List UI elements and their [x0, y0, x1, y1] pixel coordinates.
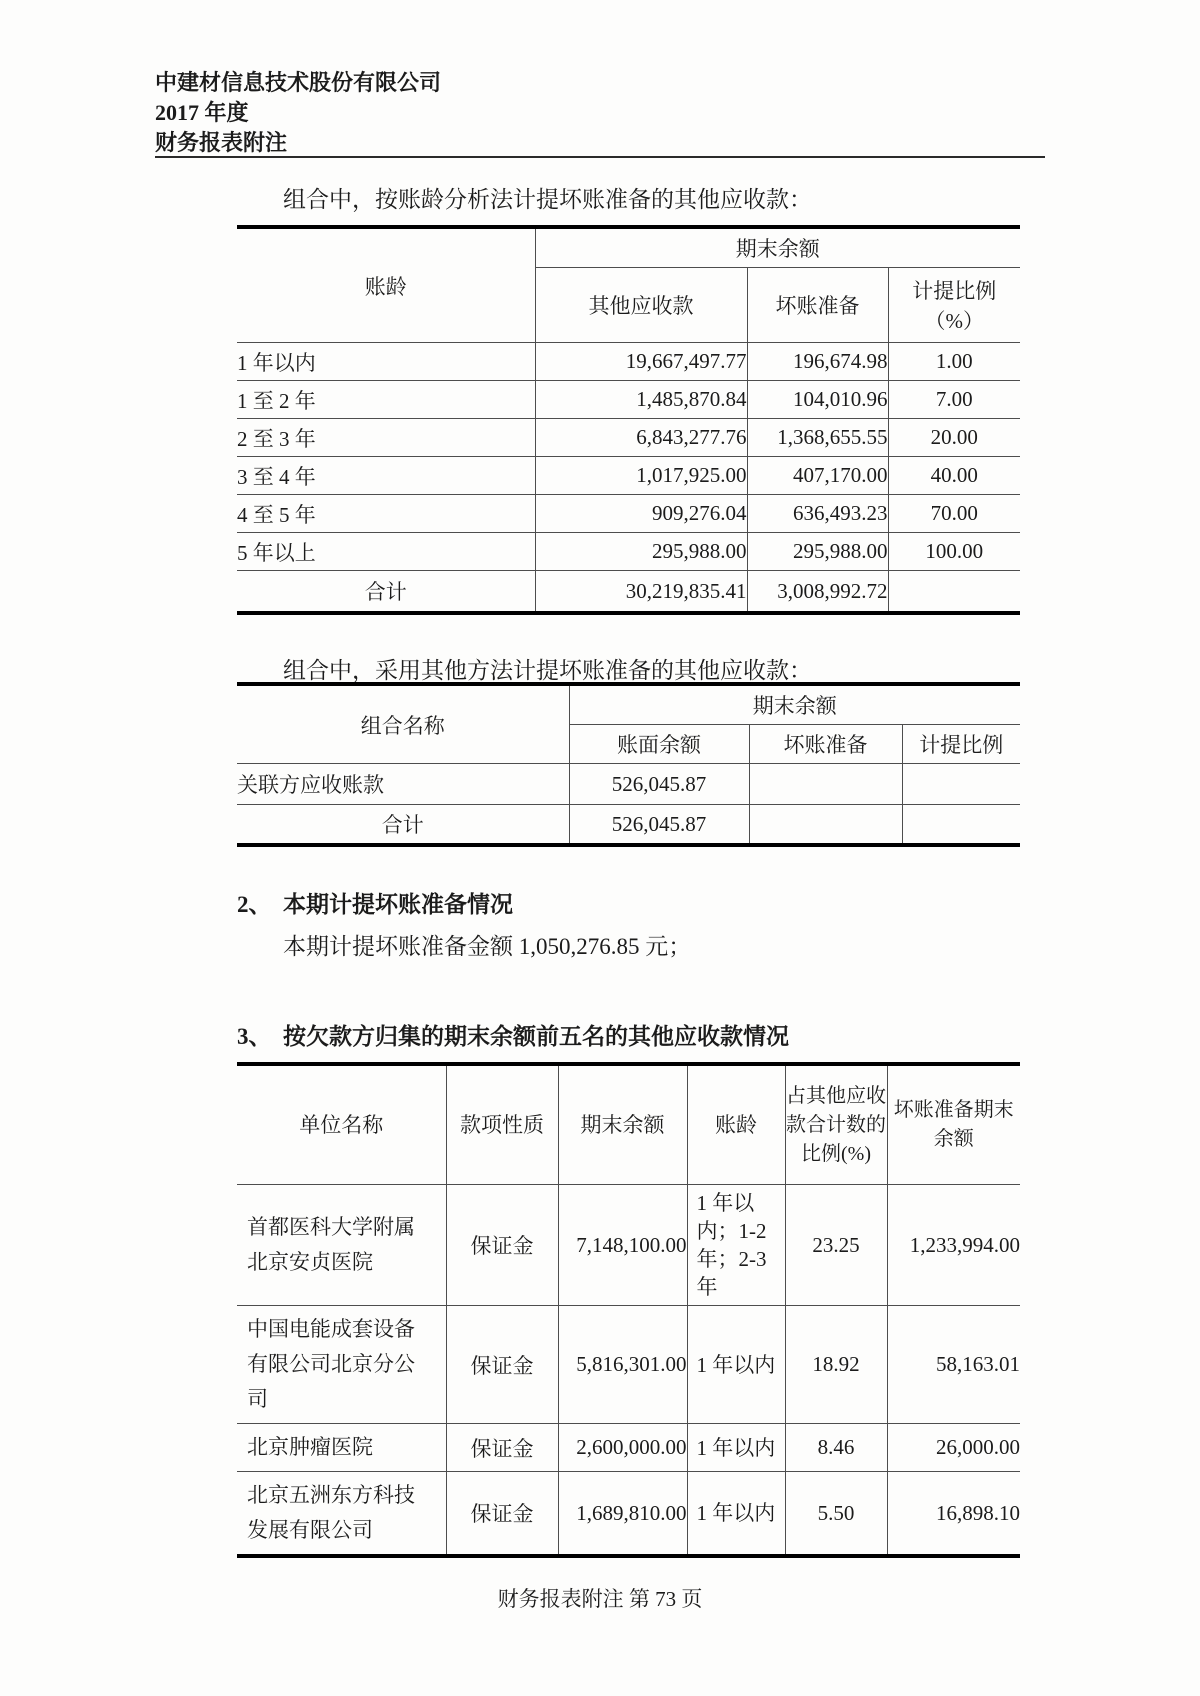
section3-title: 按欠款方归集的期末余额前五名的其他应收款情况 [283, 1024, 789, 1049]
ratio-cell: 70.00 [888, 495, 1020, 533]
amount-cell: 1,017,925.00 [535, 457, 747, 495]
amount-cell: 6,843,277.76 [535, 419, 747, 457]
portfolio-label: 关联方应收账款 [237, 764, 569, 805]
bad-debt-provision-header: 坏账准备 [747, 268, 888, 343]
aging-cell: 1 年以内；1-2 年；2-3 年 [687, 1185, 785, 1306]
aging-label: 3 至 4 年 [237, 457, 535, 495]
unit-name-cell: 北京肿瘤医院 [237, 1424, 446, 1472]
debtor-row-1 [237, 1185, 1020, 1306]
section2-body: 本期计提坏账准备金额 1,050,276.85 元； [283, 934, 692, 959]
doc-title: 财务报表附注 [155, 130, 288, 155]
table3-header-row [237, 1064, 1020, 1185]
total-label: 合计 [237, 805, 569, 846]
fiscal-year: 2017 年度 [155, 100, 249, 125]
payment-nature-cell: 保证金 [446, 1185, 558, 1306]
ratio-cell [902, 764, 1020, 805]
book-balance-cell: 526,045.87 [569, 764, 749, 805]
total-ratio [902, 805, 1020, 846]
aging-row-5 [237, 495, 1020, 533]
ratio-cell: 18.92 [785, 1306, 887, 1424]
book-balance-header: 账面余额 [569, 725, 749, 764]
provision-cell: 26,000.00 [887, 1424, 1020, 1472]
balance-cell: 1,689,810.00 [558, 1472, 687, 1557]
section3-heading [237, 1018, 789, 1051]
provision-balance-header: 坏账准备期末余额 [887, 1064, 1020, 1185]
debtor-row-2 [237, 1306, 1020, 1424]
section3-number: 3、 [237, 1024, 272, 1049]
ratio-cell: 7.00 [888, 381, 1020, 419]
balance-cell: 2,600,000.00 [558, 1424, 687, 1472]
portfolio-name-header: 组合名称 [237, 684, 569, 764]
provision-cell [749, 764, 902, 805]
total-amount: 526,045.87 [569, 805, 749, 846]
provision-cell: 1,233,994.00 [887, 1185, 1020, 1306]
aging-cell: 1 年以内 [687, 1306, 785, 1424]
ratio-cell: 100.00 [888, 533, 1020, 571]
other-method-table [237, 682, 1020, 847]
header-divider [155, 156, 1045, 158]
other-receivables-header: 其他应收款 [535, 268, 747, 343]
provision-cell: 636,493.23 [747, 495, 888, 533]
payment-nature-header: 款项性质 [446, 1064, 558, 1185]
aging-analysis-table [237, 225, 1020, 615]
top-five-debtors-table [237, 1062, 1020, 1558]
total-label: 合计 [237, 571, 535, 614]
amount-cell: 295,988.00 [535, 533, 747, 571]
company-name: 中建材信息技术股份有限公司 [155, 70, 442, 95]
aging-header: 账龄 [687, 1064, 785, 1185]
payment-nature-cell: 保证金 [446, 1424, 558, 1472]
ratio-cell: 5.50 [785, 1472, 887, 1557]
other-method-table-caption: 组合中，采用其他方法计提坏账准备的其他应收款： [283, 658, 812, 683]
unit-name-cell: 中国电能成套设备有限公司北京分公司 [237, 1306, 446, 1424]
unit-name-header: 单位名称 [237, 1064, 446, 1185]
total-amount: 30,219,835.41 [535, 571, 747, 614]
table2-span-header-row [237, 684, 1020, 725]
aging-row-6 [237, 533, 1020, 571]
total-ratio [888, 571, 1020, 614]
provision-ratio-header [888, 268, 1020, 343]
balance-cell: 5,816,301.00 [558, 1306, 687, 1424]
aging-row-4 [237, 457, 1020, 495]
period-end-balance-header: 期末余额 [569, 684, 1020, 725]
amount-cell: 19,667,497.77 [535, 343, 747, 381]
aging-row-1 [237, 343, 1020, 381]
ratio-cell: 40.00 [888, 457, 1020, 495]
provision-ratio-header-line2: （%） [924, 309, 985, 333]
unit-name-cell: 北京五洲东方科技发展有限公司 [237, 1472, 446, 1557]
period-end-balance-header: 期末余额 [535, 227, 1020, 268]
table2-total-row [237, 805, 1020, 846]
total-provision [749, 805, 902, 846]
provision-ratio-header: 计提比例 [902, 725, 1020, 764]
section2-title: 本期计提坏账准备情况 [283, 892, 513, 917]
debtor-row-3 [237, 1424, 1020, 1472]
ratio-of-total-header: 占其他应收款合计数的比例(%) [785, 1064, 887, 1185]
aging-label: 1 年以内 [237, 343, 535, 381]
aging-table-caption: 组合中，按账龄分析法计提坏账准备的其他应收款： [283, 187, 812, 212]
aging-cell: 1 年以内 [687, 1424, 785, 1472]
section2-heading [237, 886, 513, 919]
aging-label: 5 年以上 [237, 533, 535, 571]
total-provision: 3,008,992.72 [747, 571, 888, 614]
unit-name-cell: 首都医科大学附属北京安贞医院 [237, 1185, 446, 1306]
period-end-balance-header: 期末余额 [558, 1064, 687, 1185]
provision-cell: 104,010.96 [747, 381, 888, 419]
section2-number: 2、 [237, 892, 272, 917]
provision-cell: 1,368,655.55 [747, 419, 888, 457]
aging-cell: 1 年以内 [687, 1472, 785, 1557]
balance-cell: 7,148,100.00 [558, 1185, 687, 1306]
payment-nature-cell: 保证金 [446, 1306, 558, 1424]
aging-row-3 [237, 419, 1020, 457]
provision-cell: 58,163.01 [887, 1306, 1020, 1424]
payment-nature-cell: 保证金 [446, 1472, 558, 1557]
aging-label: 2 至 3 年 [237, 419, 535, 457]
provision-cell: 407,170.00 [747, 457, 888, 495]
ratio-cell: 1.00 [888, 343, 1020, 381]
ratio-cell: 8.46 [785, 1424, 887, 1472]
ratio-cell: 23.25 [785, 1185, 887, 1306]
amount-cell: 909,276.04 [535, 495, 747, 533]
bad-debt-provision-header: 坏账准备 [749, 725, 902, 764]
aging-row-2 [237, 381, 1020, 419]
amount-cell: 1,485,870.84 [535, 381, 747, 419]
document-header [155, 68, 441, 158]
aging-label: 1 至 2 年 [237, 381, 535, 419]
table1-span-header-row [237, 227, 1020, 268]
page-footer: 财务报表附注 第 73 页 [497, 1587, 703, 1611]
debtor-row-4 [237, 1472, 1020, 1557]
provision-cell: 196,674.98 [747, 343, 888, 381]
provision-cell: 295,988.00 [747, 533, 888, 571]
aging-column-header: 账龄 [237, 227, 535, 343]
provision-cell: 16,898.10 [887, 1472, 1020, 1557]
portfolio-row-1 [237, 764, 1020, 805]
ratio-cell: 20.00 [888, 419, 1020, 457]
provision-ratio-header-line1: 计提比例 [912, 279, 997, 303]
table1-total-row [237, 571, 1020, 614]
aging-label: 4 至 5 年 [237, 495, 535, 533]
